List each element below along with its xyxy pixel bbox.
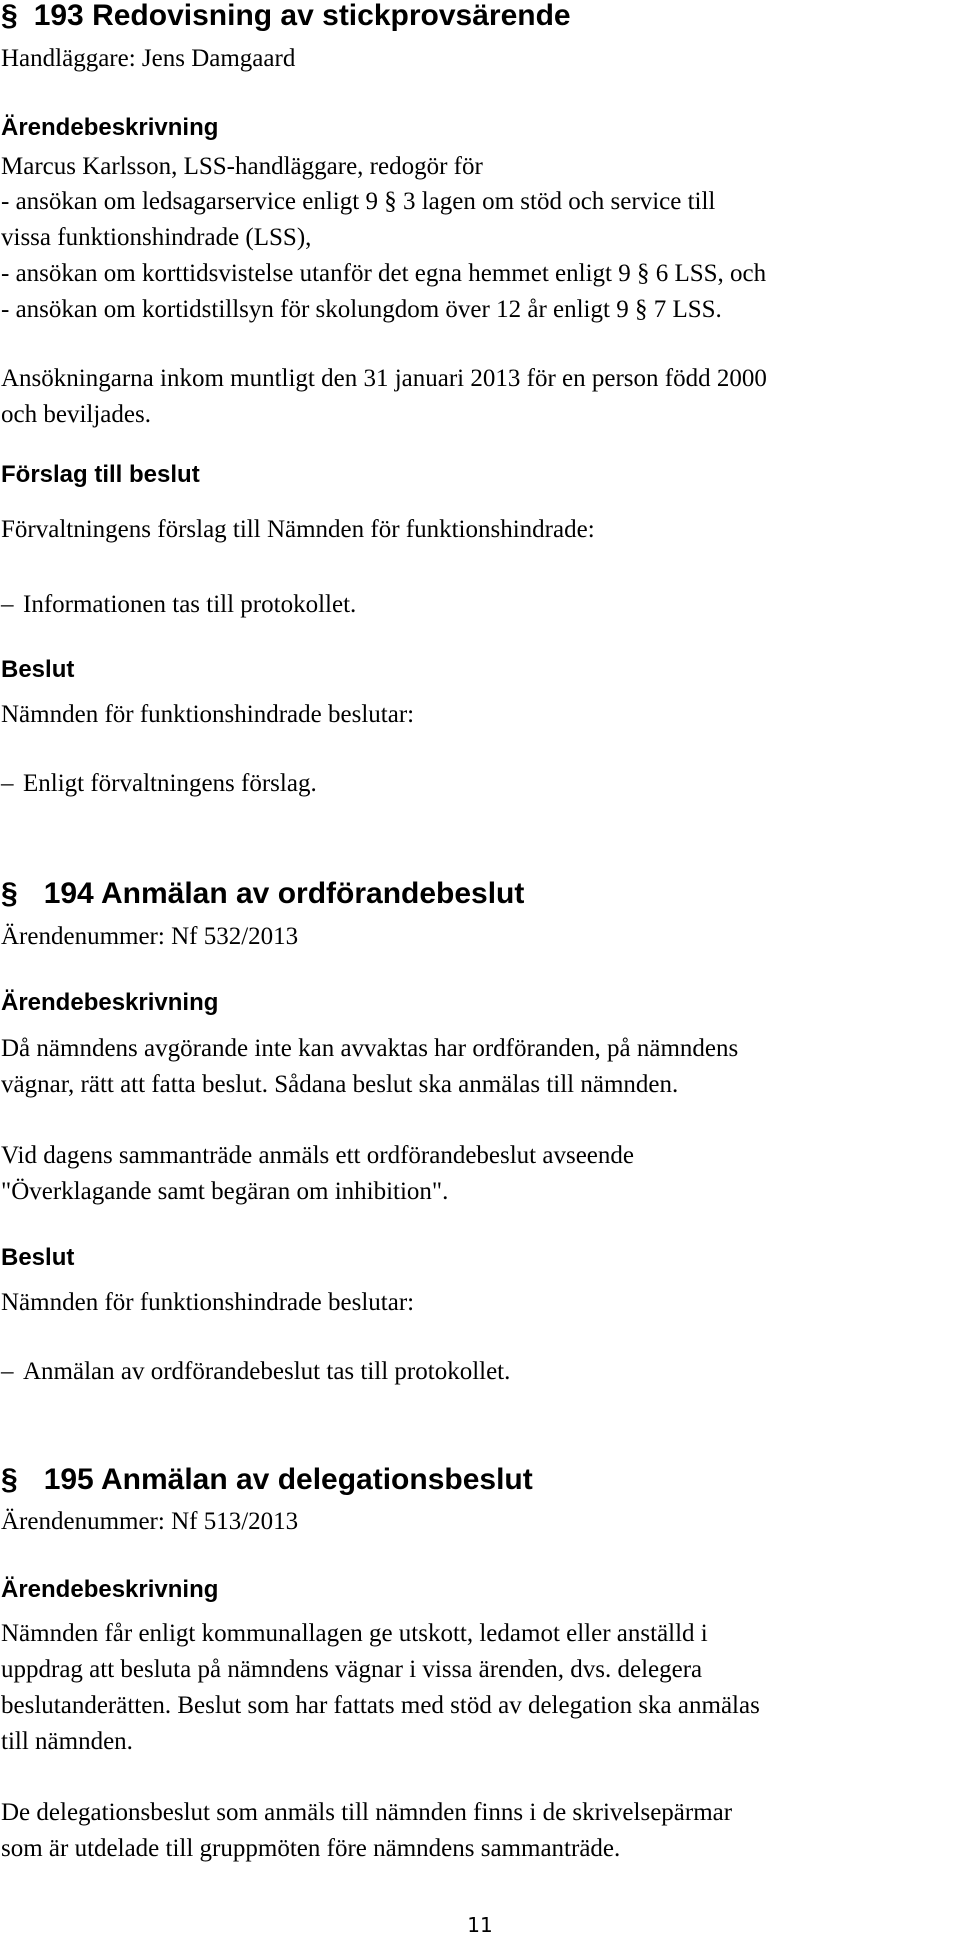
- list-dash: –: [1, 1358, 14, 1385]
- description-line: vägnar, rätt att fatta beslut. Sådana beslut ska anmälas till nämnden.: [1, 1071, 679, 1098]
- handler-line: Handläggare: Jens Damgaard: [1, 45, 296, 72]
- decision-intro: Nämnden för funktionshindrade beslutar:: [1, 1289, 415, 1316]
- section-heading: § 194 Anmälan av ordförandebeslut: [1, 877, 525, 910]
- decision-intro: Nämnden för funktionshindrade beslutar:: [1, 701, 415, 728]
- proposal-heading: Förslag till beslut: [1, 461, 200, 488]
- proposal-item: – Informationen tas till protokollet.: [1, 591, 357, 618]
- paragraph-line: "Överklagande samt begäran om inhibition".: [1, 1178, 449, 1205]
- section-heading: § 193 Redovisning av stickprovsärende: [1, 0, 571, 32]
- paragraph-symbol: §: [1, 877, 18, 910]
- description-line: uppdrag att besluta på nämndens vägnar i vissa ärenden, dvs. delegera: [1, 1656, 703, 1683]
- list-dash: –: [1, 591, 14, 618]
- description-line: - ansökan om kortidstillsyn för skolungdom över 12 år enligt 9 § 7 LSS.: [1, 296, 722, 323]
- decision-item: – Enligt förvaltningens förslag.: [1, 770, 317, 797]
- paragraph-line: Vid dagens sammanträde anmäls ett ordförandebeslut avseende: [1, 1142, 634, 1169]
- description-line: beslutanderätten. Beslut som har fattats med stöd av delegation ska anmälas: [1, 1692, 760, 1719]
- description-line: - ansökan om ledsagarservice enligt 9 § 3 lagen om stöd och service till: [1, 188, 716, 215]
- paragraph-line: som är utdelade till gruppmöten före nämndens sammanträde.: [1, 1835, 621, 1862]
- decision-heading: Beslut: [1, 1244, 75, 1271]
- case-number: Ärendenummer: Nf 513/2013: [1, 1508, 299, 1535]
- decision-item: – Anmälan av ordförandebeslut tas till protokollet.: [1, 1358, 511, 1385]
- description-line: till nämnden.: [1, 1728, 133, 1755]
- paragraph-symbol: §: [1, 0, 18, 32]
- paragraph-line: Ansökningarna inkom muntligt den 31 januari 2013 för en person född 2000: [1, 365, 767, 392]
- proposal-intro: Förvaltningens förslag till Nämnden för funktionshindrade:: [1, 516, 595, 543]
- description-heading: Ärendebeskrivning: [1, 114, 219, 141]
- paragraph-line: och beviljades.: [1, 401, 151, 428]
- description-line: Då nämndens avgörande inte kan avvaktas har ordföranden, på nämndens: [1, 1035, 739, 1062]
- paragraph-symbol: §: [1, 1463, 18, 1496]
- description-line: vissa funktionshindrade (LSS),: [1, 224, 312, 251]
- section-heading: § 195 Anmälan av delegationsbeslut: [1, 1463, 533, 1496]
- description-line: - ansökan om korttidsvistelse utanför det egna hemmet enligt 9 § 6 LSS, och: [1, 260, 767, 287]
- description-line: Marcus Karlsson, LSS-handläggare, redogör för: [1, 153, 483, 180]
- list-dash: –: [1, 770, 14, 797]
- case-number: Ärendenummer: Nf 532/2013: [1, 923, 299, 950]
- description-line: Nämnden får enligt kommunallagen ge utskott, ledamot eller anställd i: [1, 1620, 708, 1647]
- description-heading: Ärendebeskrivning: [1, 1576, 219, 1603]
- paragraph-line: De delegationsbeslut som anmäls till nämnden finns i de skrivelsepärmar: [1, 1799, 733, 1826]
- description-heading: Ärendebeskrivning: [1, 989, 219, 1016]
- decision-heading: Beslut: [1, 656, 75, 683]
- page-number: 11: [467, 1913, 493, 1937]
